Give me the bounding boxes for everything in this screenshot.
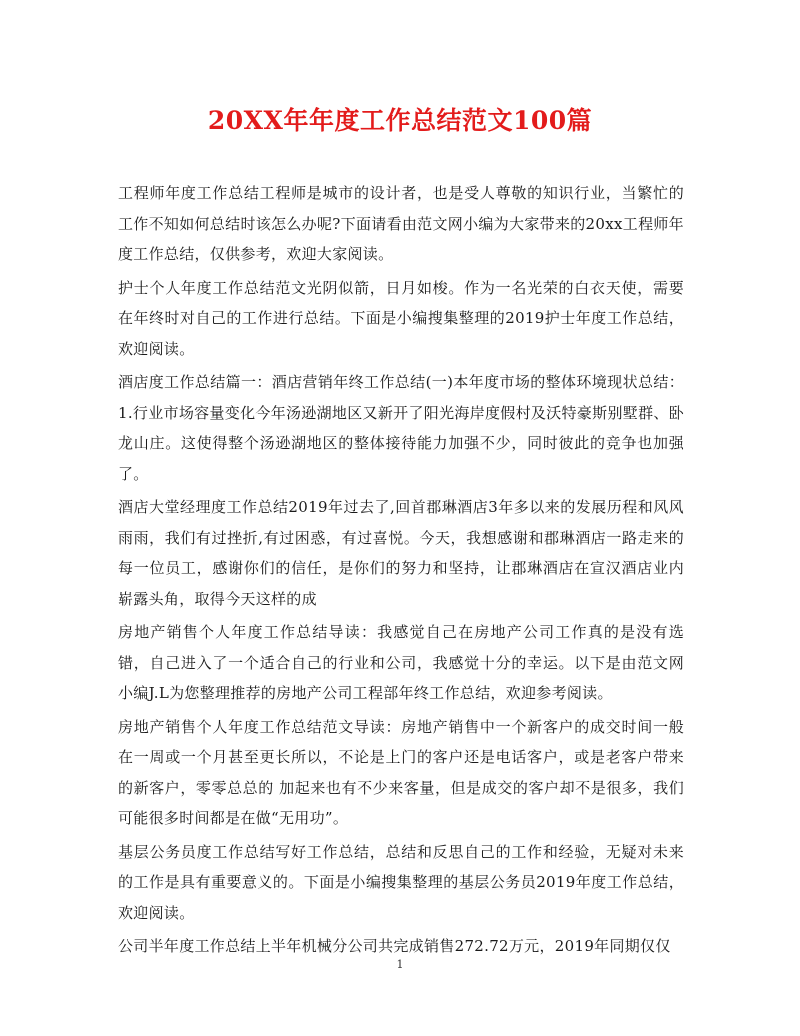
document-body [118,178,684,965]
paragraph-engineer-summary: 工程师年度工作总结工程师是城市的设计者，也是受人尊敬的知识行业，当繁忙的工作不知如何总结时该怎么办呢?下面请看由范文网小编为大家带来的20xx工程师年度工作总结，仅供参考，欢迎大家阅读。 [118,184,684,263]
paragraph-civil-servant-summary: 基层公务员度工作总结写好工作总结，总结和反思自己的工作和经验，无疑对未来的工作是具有重要意义的。下面是小编搜集整理的基层公务员2019年度工作总结，欢迎阅读。 [118,842,684,922]
page-number: 1 [396,958,404,971]
document-title: 20XX年年度工作总结范文100篇 [207,106,593,135]
paragraph-hotel-summary: 酒店度工作总结篇一：酒店营销年终工作总结(一)本年度市场的整体环境现状总结： 1.行业市场容量变化今年汤逊湖地区又新开了阳光海岸度假村及沃特豪斯别墅群、卧龙山庄。这使得整个汤逊湖地区的整体接待能力加强不少，同时彼此的竞争也加强了。 [118,373,684,483]
paragraph-real-estate-sample: 房地产销售个人年度工作总结范文导读：房地产销售中一个新客户的成交时间一般在一周或一个月甚至更长所以，不论是上门的客户还是电话客户，或是老客户带来的新客户，零零总总的 加起来也有不少来客量，但是成交的客户却不是很多，我们可能很多时间都是在做“无用功”。 [118,717,684,827]
paragraph-lobby-manager-summary: 酒店大堂经理度工作总结2019年过去了,回首郡琳酒店3年多以来的发展历程和风风雨雨，我们有过挫折,有过困惑，有过喜悦。今天，我想感谢和郡琳酒店一路走来的每一位员工，感谢你们的信任，是你们的努力和坚持，让郡琳酒店在宣汉酒店业内崭露头角，取得今天这样的成 [118,498,684,608]
paragraph-company-half-year: 公司半年度工作总结上半年机械分公司共完成销售272.72万元，2019年同期仅仅 [118,937,671,955]
paragraph-nurse-summary: 护士个人年度工作总结范文光阴似箭，日月如梭。作为一名光荣的白衣天使，需要在年终时对自己的工作进行总结。下面是小编搜集整理的2019护士年度工作总结，欢迎阅读。 [118,278,684,358]
paragraph-real-estate-summary: 房地产销售个人年度工作总结导读：我感觉自己在房地产公司工作真的是没有选错，自己进入了一个适合自己的行业和公司，我感觉十分的幸运。以下是由范文网小编J.L为您整理推荐的房地产公司工程部年终工作总结，欢迎参考阅读。 [118,623,684,702]
